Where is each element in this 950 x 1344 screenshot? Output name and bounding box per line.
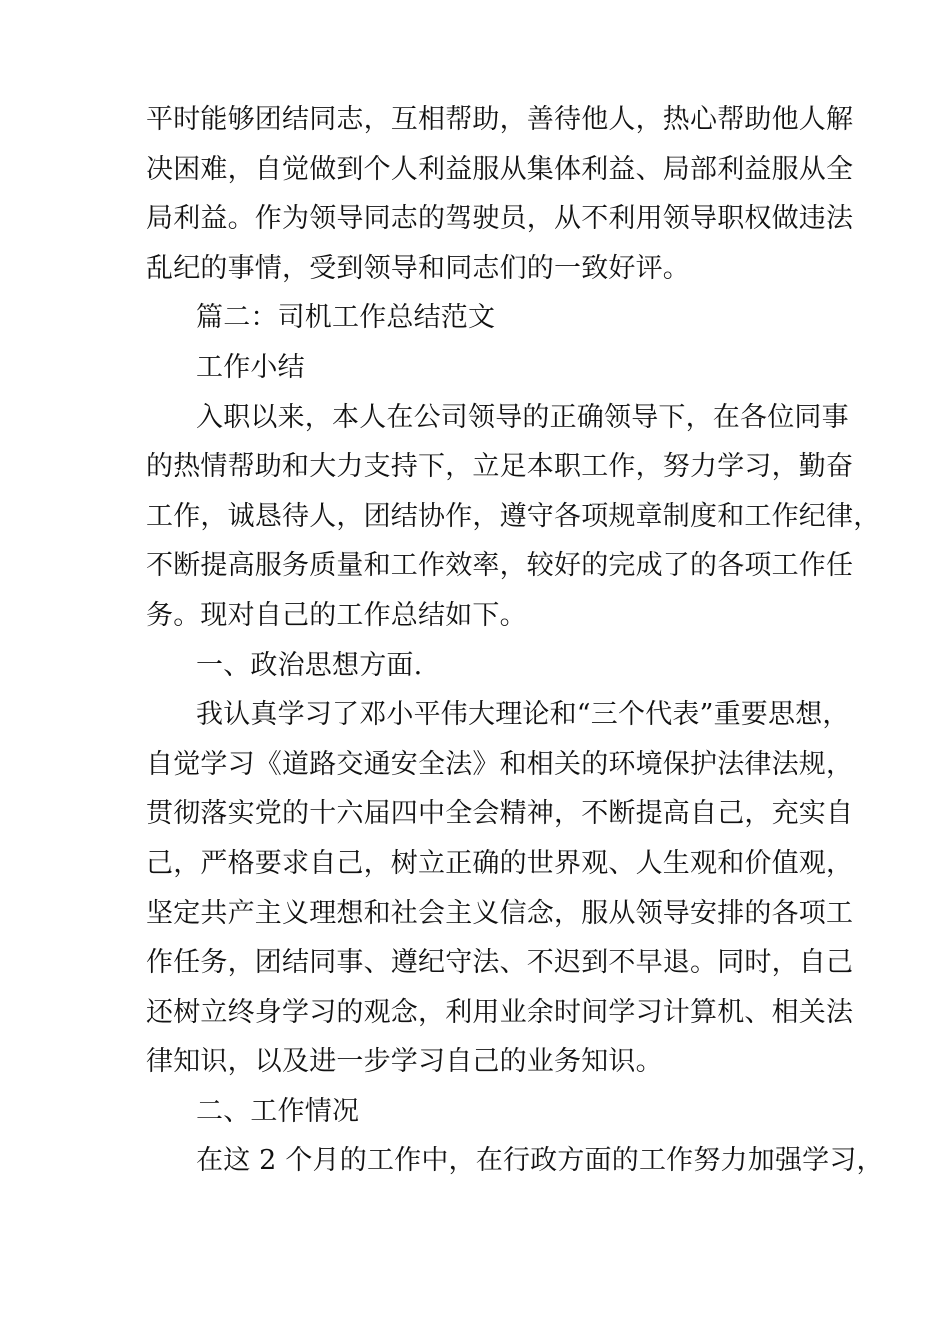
subheading-political-thought: 一、政治思想方面. [196,649,423,681]
text-line: 入职以来，本人在公司领导的正确领导下，在各位同事 [196,401,849,433]
subheading-work-situation: 二、工作情况 [196,1095,360,1127]
text-line: 的热情帮助和大力支持下，立足本职工作，努力学习，勤奋 [146,451,854,483]
subheading-work-summary: 工作小结 [196,351,305,383]
text-line: 还树立终身学习的观念，利用业余时间学习计算机、相关法 [146,996,854,1028]
text-line: 贯彻落实党的十六届四中全会精神，不断提高自己，充实自 [146,798,854,830]
text-line: 局利益。作为领导同志的驾驶员，从不利用领导职权做违法 [146,203,854,235]
text-line: 乱纪的事情，受到领导和同志们的一致好评。 [146,252,690,284]
text-line: 不断提高服务质量和工作效率，较好的完成了的各项工作任 [146,550,854,582]
text-line: 工作，诚恳待人，团结协作，遵守各项规章制度和工作纪律， [146,500,881,532]
text-line: 己，严格要求自己，树立正确的世界观、人生观和价值观， [146,847,854,879]
text-line: 作任务，团结同事、遵纪守法、不迟到不早退。同时，自己 [146,947,854,979]
text-line: 我认真学习了邓小平伟大理论和“三个代表”重要思想， [196,699,850,731]
text-line: 决困难，自觉做到个人利益服从集体利益、局部利益服从全 [146,153,854,185]
text-line: 坚定共产主义理想和社会主义信念，服从领导安排的各项工 [146,897,854,929]
section-heading-part-two: 篇二：司机工作总结范文 [196,302,496,334]
text-line: 自觉学习《道路交通安全法》和相关的环境保护法律法规， [146,748,854,780]
text-line: 务。现对自己的工作总结如下。 [146,599,527,631]
text-line: 平时能够团结同志，互相帮助，善待他人，热心帮助他人解 [146,104,854,135]
text-line: 在这 2 个月的工作中，在行政方面的工作努力加强学习， [196,1145,884,1177]
text-line: 律知识，以及进一步学习自己的业务知识。 [146,1046,663,1078]
document-body [146,95,884,1186]
